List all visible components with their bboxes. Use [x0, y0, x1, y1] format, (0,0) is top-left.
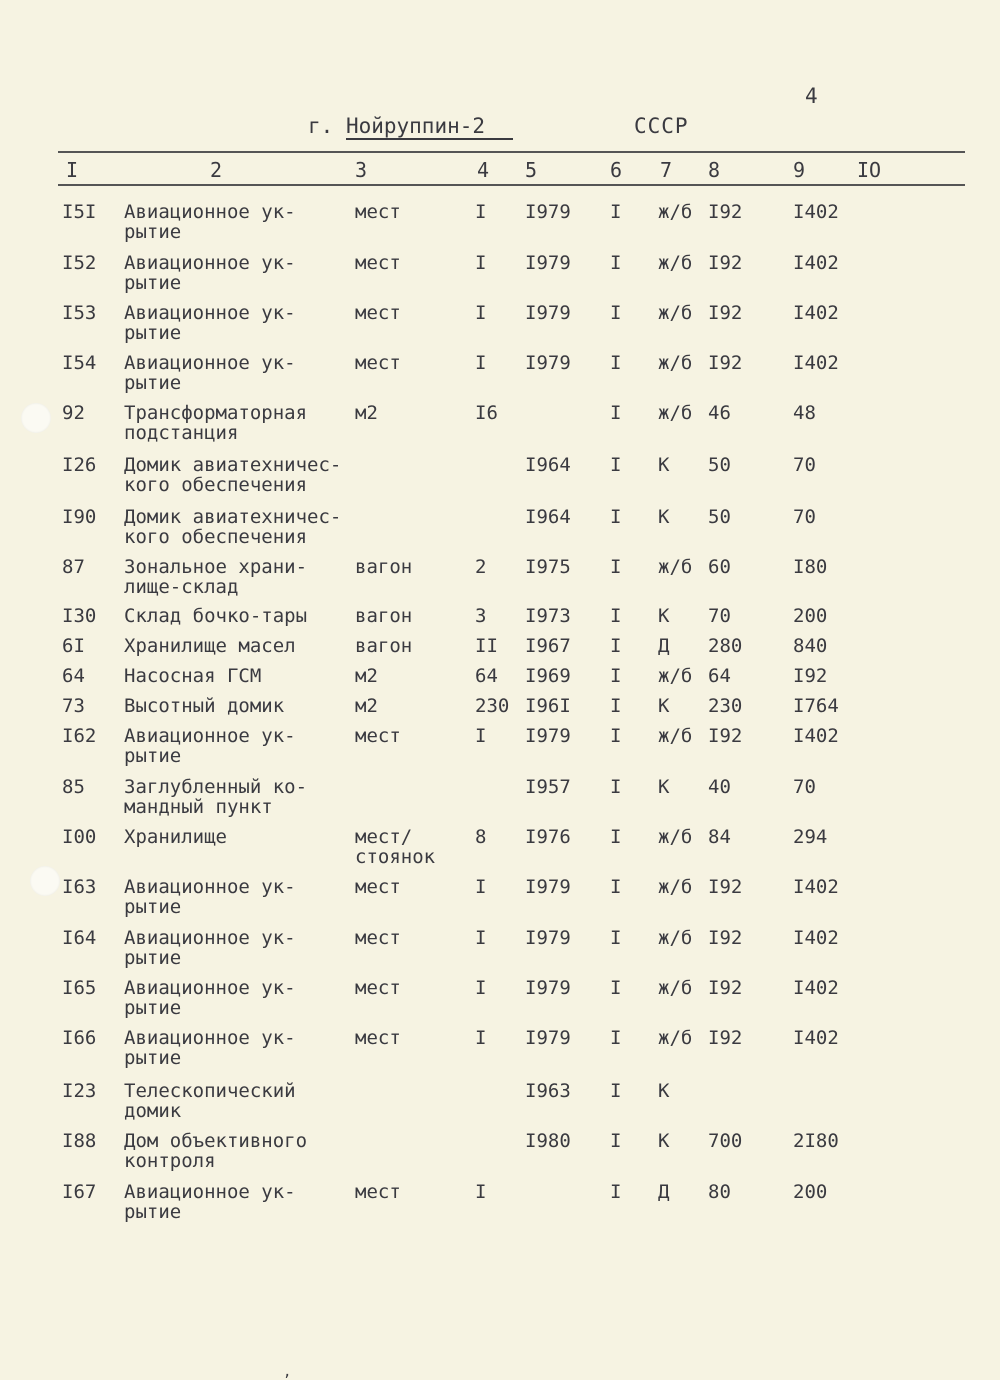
- cell-col-2: Заглубленный ко- мандный пункт: [124, 776, 308, 818]
- cell-col-3: мест: [355, 876, 401, 898]
- cell-col-9: I402: [793, 252, 839, 274]
- cell-col-3: мест: [355, 927, 401, 949]
- cell-col-3: мест: [355, 977, 401, 999]
- cell-col-2: Авиационное ук- рытие: [124, 725, 296, 767]
- cell-col-5: I969: [525, 665, 571, 687]
- cell-col-6: I: [610, 201, 622, 223]
- cell-col-3: мест: [355, 352, 401, 374]
- cell-col-1: I88: [62, 1130, 97, 1152]
- header-rule-top: [58, 151, 965, 153]
- header-rule-bottom: [58, 184, 965, 186]
- column-header: 8: [708, 158, 721, 182]
- cell-col-9: I402: [793, 1027, 839, 1049]
- cell-col-7: К: [658, 695, 670, 717]
- cell-col-8: 64: [708, 665, 731, 687]
- cell-col-5: I967: [525, 635, 571, 657]
- cell-col-5: I964: [525, 454, 571, 476]
- column-header: 5: [525, 158, 538, 182]
- cell-col-5: I979: [525, 352, 571, 374]
- cell-col-5: I979: [525, 1027, 571, 1049]
- column-header: 2: [210, 158, 223, 182]
- stray-mark: ,: [283, 1364, 292, 1380]
- cell-col-6: I: [610, 1181, 622, 1203]
- cell-col-4: I: [475, 201, 487, 223]
- cell-col-7: ж/б: [658, 352, 693, 374]
- cell-col-5: I979: [525, 977, 571, 999]
- cell-col-6: I: [610, 302, 622, 324]
- cell-col-2: Авиационное ук- рытие: [124, 977, 296, 1019]
- cell-col-5: I979: [525, 302, 571, 324]
- column-header: 3: [355, 158, 368, 182]
- cell-col-9: I402: [793, 977, 839, 999]
- cell-col-2: Домик авиатехничес- кого обеспечения: [124, 454, 342, 496]
- cell-col-2: Авиационное ук- рытие: [124, 1181, 296, 1223]
- cell-col-6: I: [610, 605, 622, 627]
- cell-col-7: ж/б: [658, 876, 693, 898]
- cell-col-8: I92: [708, 876, 743, 898]
- cell-col-7: Д: [658, 1181, 670, 1203]
- cell-col-6: I: [610, 1130, 622, 1152]
- cell-col-6: I: [610, 695, 622, 717]
- cell-col-2: Домик авиатехничес- кого обеспечения: [124, 506, 342, 548]
- cell-col-6: I: [610, 352, 622, 374]
- cell-col-7: ж/б: [658, 302, 693, 324]
- cell-col-8: 84: [708, 826, 731, 848]
- page-number: 4: [805, 84, 818, 108]
- cell-col-1: I90: [62, 506, 97, 528]
- cell-col-3: м2: [355, 695, 378, 717]
- cell-col-8: 50: [708, 506, 731, 528]
- cell-col-2: Высотный домик: [124, 695, 285, 717]
- cell-col-1: I65: [62, 977, 97, 999]
- cell-col-3: мест: [355, 252, 401, 274]
- city-name: Нойруппин-2: [346, 114, 513, 140]
- cell-col-5: I96I: [525, 695, 571, 717]
- cell-col-6: I: [610, 556, 622, 578]
- cell-col-7: ж/б: [658, 665, 693, 687]
- cell-col-5: I957: [525, 776, 571, 798]
- cell-col-1: I53: [62, 302, 97, 324]
- cell-col-9: I402: [793, 725, 839, 747]
- cell-col-8: 280: [708, 635, 743, 657]
- cell-col-3: м2: [355, 665, 378, 687]
- cell-col-1: I52: [62, 252, 97, 274]
- cell-col-5: I973: [525, 605, 571, 627]
- city-prefix: г.: [308, 114, 334, 138]
- cell-col-4: I: [475, 302, 487, 324]
- cell-col-8: I92: [708, 725, 743, 747]
- cell-col-7: К: [658, 605, 670, 627]
- cell-col-6: I: [610, 454, 622, 476]
- cell-col-5: I963: [525, 1080, 571, 1102]
- cell-col-7: К: [658, 776, 670, 798]
- cell-col-9: I80: [793, 556, 828, 578]
- cell-col-9: 840: [793, 635, 828, 657]
- cell-col-3: вагон: [355, 605, 413, 627]
- cell-col-8: 80: [708, 1181, 731, 1203]
- cell-col-8: I92: [708, 201, 743, 223]
- cell-col-9: 70: [793, 506, 816, 528]
- cell-col-9: 70: [793, 454, 816, 476]
- cell-col-3: мест: [355, 1181, 401, 1203]
- punch-hole: [21, 403, 51, 433]
- cell-col-8: 40: [708, 776, 731, 798]
- cell-col-4: 64: [475, 665, 498, 687]
- cell-col-7: К: [658, 1130, 670, 1152]
- cell-col-6: I: [610, 977, 622, 999]
- cell-col-5: I979: [525, 876, 571, 898]
- cell-col-2: Авиационное ук- рытие: [124, 1027, 296, 1069]
- cell-col-2: Авиационное ук- рытие: [124, 252, 296, 294]
- cell-col-1: I66: [62, 1027, 97, 1049]
- cell-col-2: Трансформаторная подстанция: [124, 402, 308, 444]
- cell-col-1: I30: [62, 605, 97, 627]
- cell-col-4: I: [475, 352, 487, 374]
- cell-col-1: I64: [62, 927, 97, 949]
- cell-col-9: 70: [793, 776, 816, 798]
- cell-col-1: I67: [62, 1181, 97, 1203]
- cell-col-6: I: [610, 725, 622, 747]
- cell-col-2: Склад бочко-тары: [124, 605, 308, 627]
- cell-col-8: I92: [708, 252, 743, 274]
- cell-col-1: 85: [62, 776, 85, 798]
- cell-col-5: I979: [525, 725, 571, 747]
- cell-col-4: I: [475, 876, 487, 898]
- cell-col-6: I: [610, 635, 622, 657]
- column-header: 6: [610, 158, 623, 182]
- cell-col-9: I92: [793, 665, 828, 687]
- cell-col-1: 73: [62, 695, 85, 717]
- cell-col-9: 200: [793, 605, 828, 627]
- cell-col-9: I402: [793, 201, 839, 223]
- cell-col-6: I: [610, 876, 622, 898]
- cell-col-4: I: [475, 252, 487, 274]
- cell-col-5: I976: [525, 826, 571, 848]
- cell-col-3: мест/ стоянок: [355, 826, 436, 868]
- cell-col-9: 2I80: [793, 1130, 839, 1152]
- cell-col-1: I62: [62, 725, 97, 747]
- cell-col-9: 48: [793, 402, 816, 424]
- cell-col-2: Дом объективного контроля: [124, 1130, 308, 1172]
- punch-hole: [30, 866, 60, 896]
- cell-col-1: I26: [62, 454, 97, 476]
- cell-col-4: I: [475, 1027, 487, 1049]
- cell-col-4: 3: [475, 605, 487, 627]
- cell-col-7: ж/б: [658, 977, 693, 999]
- cell-col-2: Авиационное ук- рытие: [124, 927, 296, 969]
- column-header: 9: [793, 158, 806, 182]
- cell-col-5: I975: [525, 556, 571, 578]
- column-header: 4: [477, 158, 490, 182]
- cell-col-9: I402: [793, 876, 839, 898]
- cell-col-2: Зональное храни- лище-склад: [124, 556, 308, 598]
- cell-col-2: Авиационное ук- рытие: [124, 201, 296, 243]
- cell-col-7: ж/б: [658, 1027, 693, 1049]
- cell-col-7: К: [658, 454, 670, 476]
- cell-col-6: I: [610, 1080, 622, 1102]
- cell-col-2: Хранилище: [124, 826, 227, 848]
- cell-col-4: I: [475, 725, 487, 747]
- cell-col-4: I: [475, 977, 487, 999]
- cell-col-5: I979: [525, 927, 571, 949]
- cell-col-6: I: [610, 1027, 622, 1049]
- column-header: 7: [660, 158, 673, 182]
- cell-col-8: I92: [708, 927, 743, 949]
- cell-col-1: 87: [62, 556, 85, 578]
- cell-col-3: мест: [355, 201, 401, 223]
- cell-col-5: I979: [525, 201, 571, 223]
- cell-col-7: ж/б: [658, 826, 693, 848]
- cell-col-1: 6I: [62, 635, 85, 657]
- cell-col-2: Телескопический домик: [124, 1080, 296, 1122]
- cell-col-8: 700: [708, 1130, 743, 1152]
- cell-col-9: 200: [793, 1181, 828, 1203]
- cell-col-1: 92: [62, 402, 85, 424]
- cell-col-3: мест: [355, 725, 401, 747]
- cell-col-3: м2: [355, 402, 378, 424]
- cell-col-4: 8: [475, 826, 487, 848]
- cell-col-8: I92: [708, 302, 743, 324]
- cell-col-4: 230: [475, 695, 510, 717]
- cell-col-8: 50: [708, 454, 731, 476]
- cell-col-7: ж/б: [658, 927, 693, 949]
- cell-col-6: I: [610, 776, 622, 798]
- cell-col-4: I: [475, 927, 487, 949]
- cell-col-8: 70: [708, 605, 731, 627]
- cell-col-9: I764: [793, 695, 839, 717]
- country-label: СССР: [634, 114, 689, 138]
- column-headers: [0, 158, 1000, 184]
- cell-col-3: вагон: [355, 556, 413, 578]
- cell-col-8: I92: [708, 352, 743, 374]
- cell-col-7: ж/б: [658, 402, 693, 424]
- cell-col-6: I: [610, 402, 622, 424]
- cell-col-5: I964: [525, 506, 571, 528]
- cell-col-8: I92: [708, 1027, 743, 1049]
- cell-col-5: I979: [525, 252, 571, 274]
- cell-col-5: I980: [525, 1130, 571, 1152]
- cell-col-6: I: [610, 506, 622, 528]
- cell-col-6: I: [610, 252, 622, 274]
- cell-col-4: I: [475, 1181, 487, 1203]
- cell-col-2: Авиационное ук- рытие: [124, 352, 296, 394]
- cell-col-9: I402: [793, 927, 839, 949]
- cell-col-9: 294: [793, 826, 828, 848]
- cell-col-6: I: [610, 665, 622, 687]
- cell-col-9: I402: [793, 352, 839, 374]
- cell-col-7: К: [658, 506, 670, 528]
- cell-col-6: I: [610, 826, 622, 848]
- cell-col-7: ж/б: [658, 556, 693, 578]
- cell-col-4: 2: [475, 556, 487, 578]
- cell-col-7: ж/б: [658, 201, 693, 223]
- cell-col-2: Авиационное ук- рытие: [124, 876, 296, 918]
- cell-col-8: 46: [708, 402, 731, 424]
- cell-col-1: I23: [62, 1080, 97, 1102]
- cell-col-7: К: [658, 1080, 670, 1102]
- cell-col-4: I6: [475, 402, 498, 424]
- cell-col-3: вагон: [355, 635, 413, 657]
- cell-col-6: I: [610, 927, 622, 949]
- cell-col-8: 230: [708, 695, 743, 717]
- cell-col-2: Авиационное ук- рытие: [124, 302, 296, 344]
- cell-col-1: I54: [62, 352, 97, 374]
- cell-col-8: 60: [708, 556, 731, 578]
- cell-col-7: ж/б: [658, 252, 693, 274]
- cell-col-7: Д: [658, 635, 670, 657]
- column-header: IO: [857, 158, 882, 182]
- cell-col-1: 64: [62, 665, 85, 687]
- cell-col-2: Насосная ГСМ: [124, 665, 262, 687]
- cell-col-2: Хранилище масел: [124, 635, 296, 657]
- city-label: [308, 114, 513, 138]
- cell-col-4: II: [475, 635, 498, 657]
- cell-col-1: I63: [62, 876, 97, 898]
- cell-col-9: I402: [793, 302, 839, 324]
- cell-col-7: ж/б: [658, 725, 693, 747]
- cell-col-1: I00: [62, 826, 97, 848]
- cell-col-8: I92: [708, 977, 743, 999]
- cell-col-3: мест: [355, 1027, 401, 1049]
- cell-col-3: мест: [355, 302, 401, 324]
- column-header: I: [66, 158, 79, 182]
- cell-col-1: I5I: [62, 201, 97, 223]
